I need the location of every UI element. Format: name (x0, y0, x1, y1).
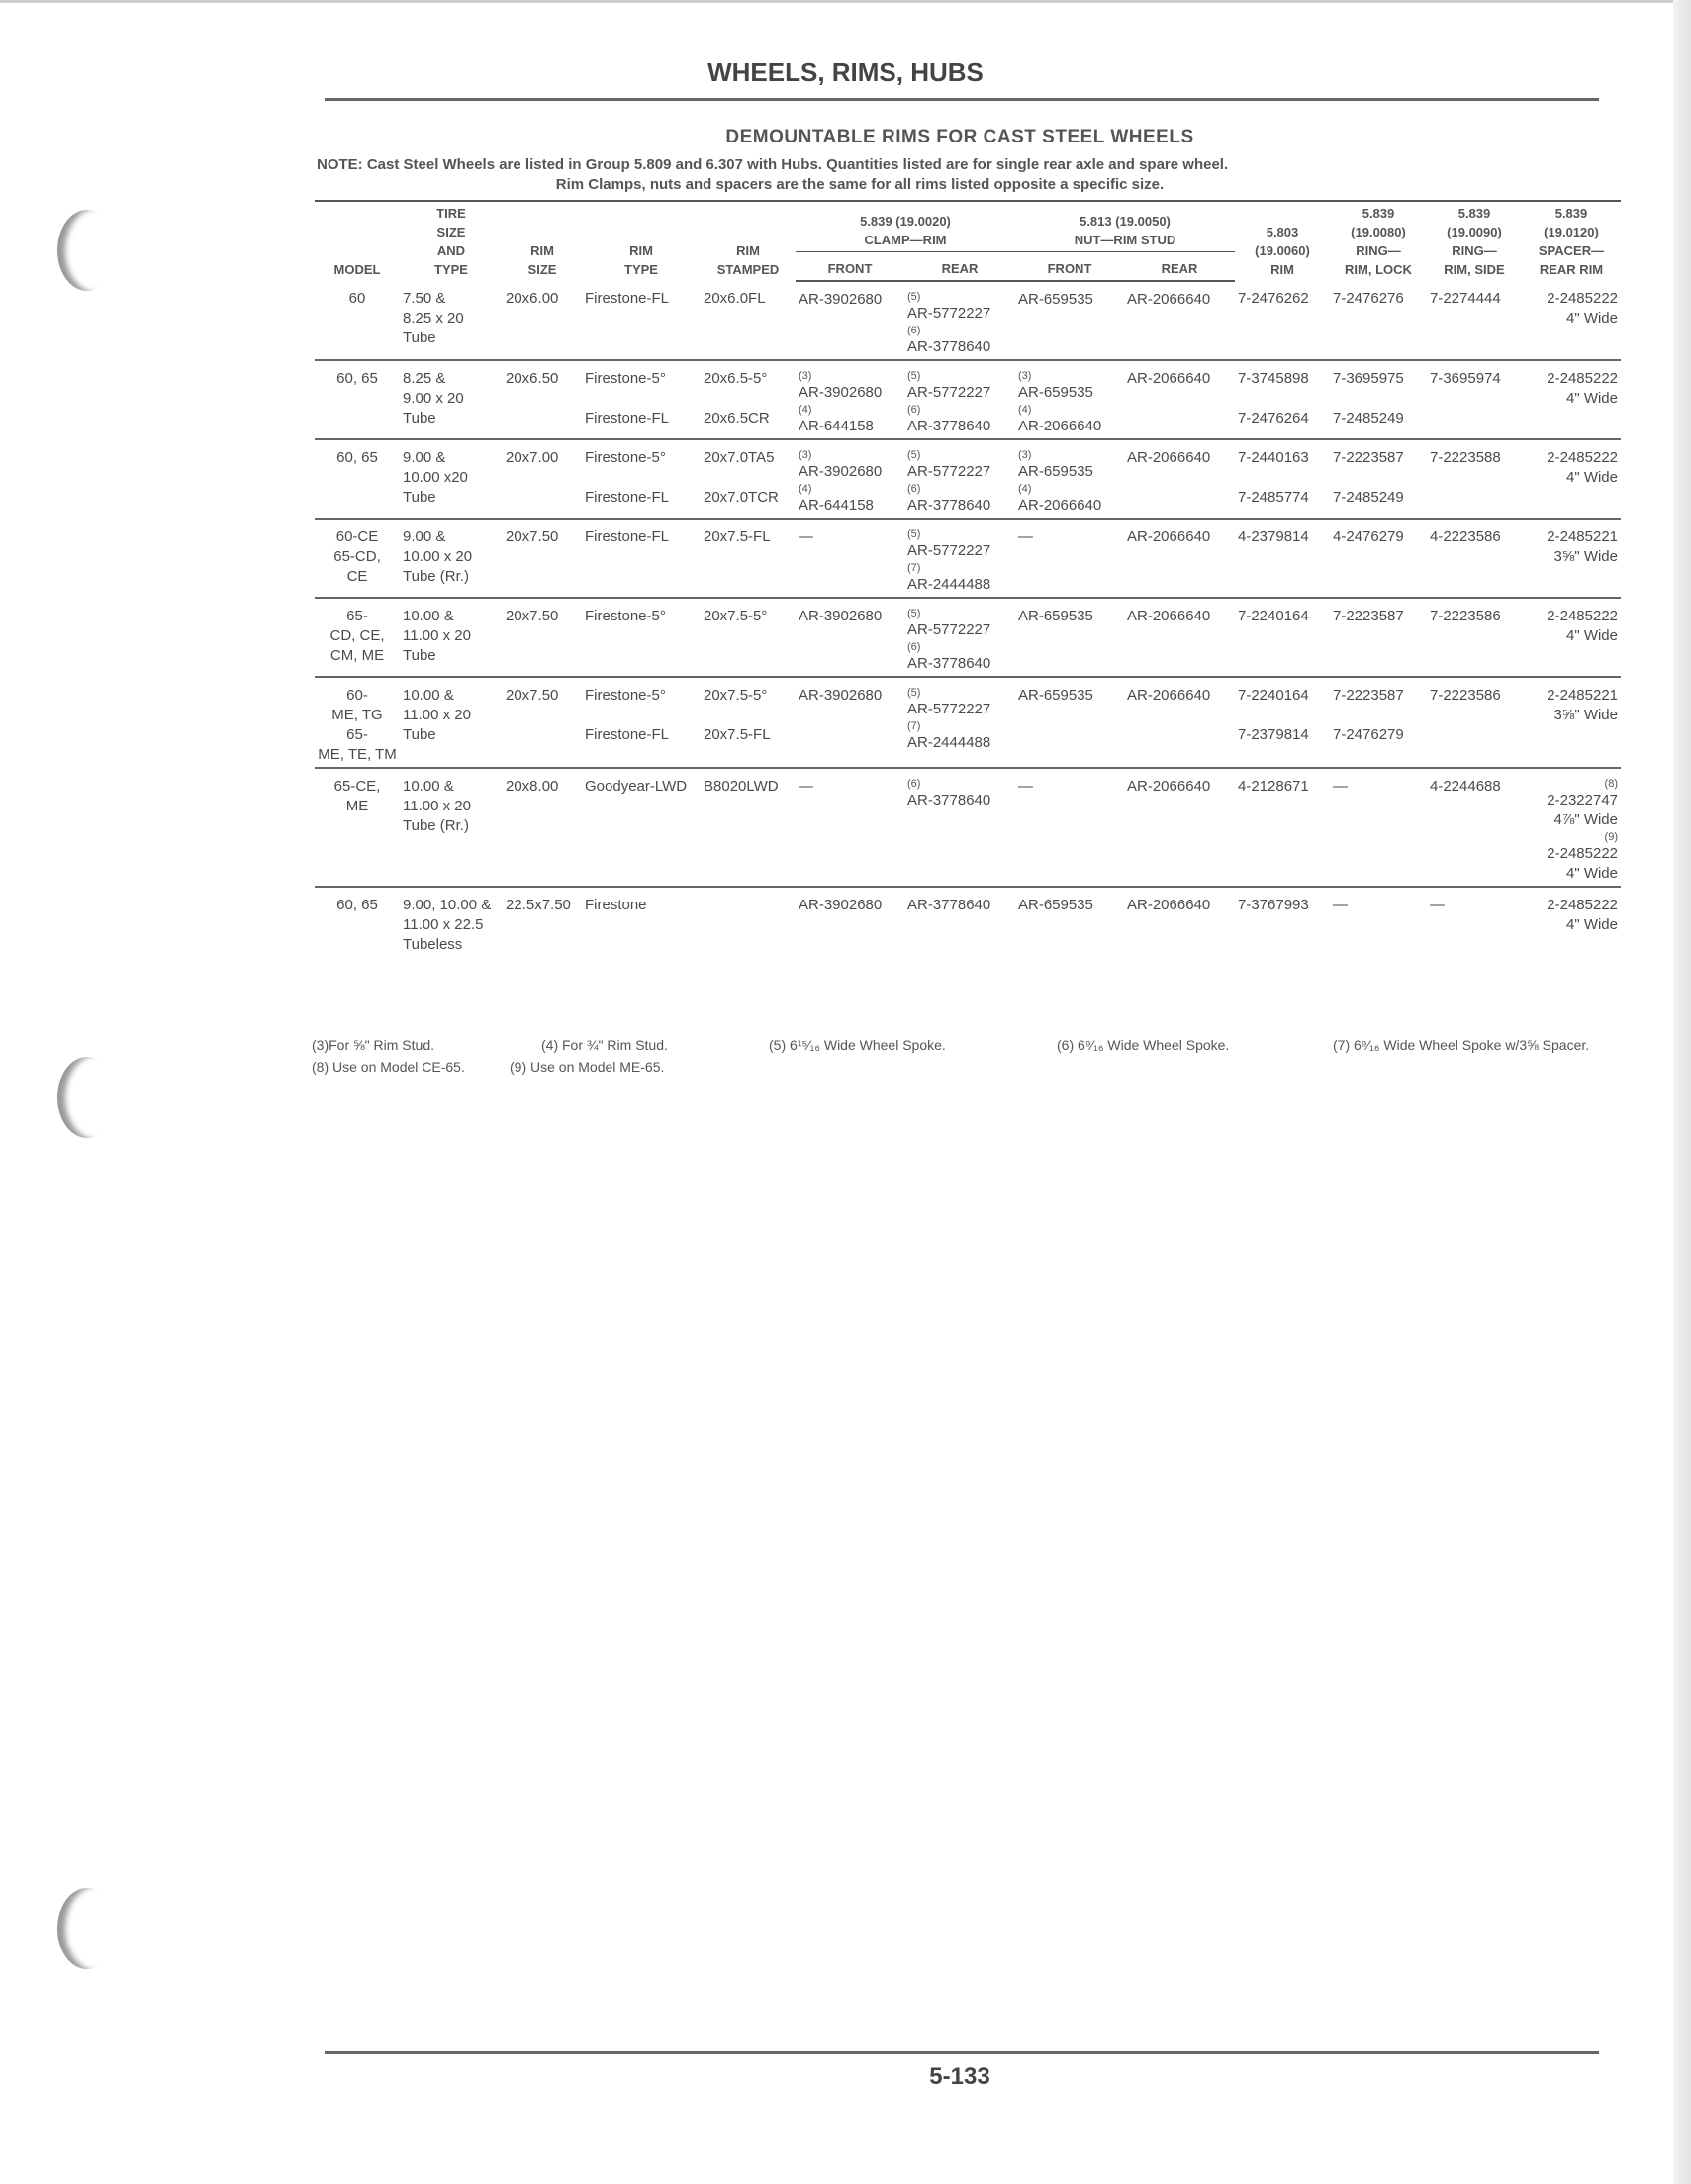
cell-ring-lock: 7-2223587 7-2476279 (1330, 677, 1427, 768)
col-header-ring-lock: 5.839 (19.0080) RING— RIM, LOCK (1330, 201, 1427, 281)
cell-rim: 7-3745898 7-2476264 (1235, 360, 1330, 439)
cell-ring-side: 7-2223586 (1427, 598, 1522, 677)
cell-clamp-front: AR-3902680 (796, 677, 904, 768)
cell-clamp-front: AR-3902680 (796, 598, 904, 677)
cell-model: 60, 65 (315, 360, 400, 439)
col-header-clamp-group: 5.839 (19.0020) CLAMP—RIM (796, 201, 1015, 252)
cell-clamp-rear: (5) AR-5772227 (7) AR-2444488 (904, 677, 1015, 768)
binder-hole-top (57, 210, 117, 291)
footnote-4: (4) For ¾" Rim Stud. (541, 1037, 668, 1053)
cell-rim-size: 20x7.50 (503, 519, 582, 598)
table-row (315, 281, 1621, 360)
footnote-8: (8) Use on Model CE-65. (312, 1059, 465, 1075)
cell-nut-rear: AR-2066640 (1127, 897, 1211, 913)
cell-ring-side: 7-3695974 (1427, 360, 1522, 439)
table-title: DEMOUNTABLE RIMS FOR CAST STEEL WHEELS (725, 127, 1194, 147)
cell-rim-size: 20x7.00 (503, 439, 582, 519)
cell-nut-front: — (1015, 519, 1124, 598)
cell-rim-stamped: 20x7.5-FL (701, 519, 796, 598)
cell-ring-lock: 7-2223587 7-2485249 (1330, 439, 1427, 519)
cell-tire: 10.00 & 11.00 x 20 Tube (400, 598, 503, 677)
cell-model: 65- CD, CE, CM, ME (315, 598, 400, 677)
cell-nut-front: (3) AR-659535 (4) AR-2066640 (1015, 360, 1124, 439)
col-header-nut-group: 5.813 (19.0050) NUT—RIM STUD (1015, 201, 1235, 252)
cell-tire: 7.50 & 8.25 x 20 Tube (400, 281, 503, 360)
cell-spacer: (8) 2-2322747 4⅞" Wide (9) 2-2485222 4" Wide (1522, 768, 1621, 887)
footnotes-line-2 (312, 1059, 1628, 1081)
cell-spacer: 2-2485222 4" Wide (1522, 598, 1621, 677)
cell-rim-type: Goodyear-LWD (582, 768, 701, 887)
page-title: WHEELS, RIMS, HUBS (707, 57, 984, 87)
col-header-clamp-rear: REAR (904, 252, 1015, 281)
cell-nut-front: AR-659535 (1018, 897, 1093, 913)
cell-rim-type: Firestone-5° Firestone-FL (582, 439, 701, 519)
cell-rim-stamped: 20x7.5-5° (701, 598, 796, 677)
cell-rim-stamped: 20x7.0TA5 20x7.0TCR (701, 439, 796, 519)
footnote-5: (5) 6¹⁵⁄₁₆ Wide Wheel Spoke. (769, 1037, 946, 1053)
cell-model: 60 (315, 281, 400, 360)
cell-ring-lock: 7-2476276 (1330, 281, 1427, 360)
cell-ring-side: 4-2223586 (1427, 519, 1522, 598)
cell-clamp-front: AR-3902680 (799, 897, 883, 913)
cell-tire: 9.00 & 10.00 x 20 Tube (Rr.) (400, 519, 503, 598)
note-line-2: Rim Clamps, nuts and spacers are the same for all rims listed opposite a specific size. (555, 176, 1165, 193)
footnote-3: (3)For ⅝" Rim Stud. (312, 1037, 434, 1053)
cell-clamp-front: AR-3902680 (796, 281, 904, 360)
cell-rim-stamped: B8020LWD (701, 768, 796, 887)
cell-clamp-rear: (5) AR-5772227 (6) AR-3778640 (904, 281, 1015, 360)
cell-clamp-rear: AR-3778640 (907, 897, 991, 913)
cell-ring-side: 7-2223588 (1427, 439, 1522, 519)
cell-clamp-front: — (796, 519, 904, 598)
col-header-rim-type: RIM TYPE (582, 201, 701, 281)
cell-clamp-front: (3) AR-3902680 (4) AR-644158 (796, 360, 904, 439)
cell-rim: 7-2440163 7-2485774 (1235, 439, 1330, 519)
cell-tire: 10.00 & 11.00 x 20 Tube (Rr.) (400, 768, 503, 887)
cell-ring-lock: — (1333, 897, 1348, 913)
table-row (315, 439, 1621, 519)
cell-clamp-rear: (5) AR-5772227 (7) AR-2444488 (904, 519, 1015, 598)
cell-rim: 4-2128671 (1235, 768, 1330, 887)
cell-spacer: 2-2485222 4" Wide (1522, 360, 1621, 439)
footnotes-line-1 (312, 1037, 1628, 1059)
footnote-7: (7) 6⁹⁄₁₆ Wide Wheel Spoke w/3⅝ Spacer. (1333, 1037, 1590, 1053)
cell-nut-rear: AR-2066640 (1124, 677, 1235, 768)
cell-rim-type: Firestone-FL (582, 281, 701, 360)
cell-spacer: 2-2485222 4" Wide (1547, 897, 1618, 933)
cell-ring-side: 4-2244688 (1427, 768, 1522, 887)
header-rule (325, 98, 1599, 101)
cell-rim-stamped: 20x6.0FL (701, 281, 796, 360)
cell-spacer: 2-2485222 4" Wide (1522, 281, 1621, 360)
cell-rim-type: Firestone-5° Firestone-FL (582, 360, 701, 439)
col-header-rim-size: RIM SIZE (503, 201, 582, 281)
col-header-rim: 5.803 (19.0060) RIM (1235, 201, 1330, 281)
cell-rim-size: 20x6.00 (503, 281, 582, 360)
cell-model: 60- ME, TG 65- ME, TE, TM (315, 677, 400, 768)
cell-clamp-rear: (6) AR-3778640 (904, 768, 1015, 887)
cell-ring-lock: 7-3695975 7-2485249 (1330, 360, 1427, 439)
page-edge-shadow (1673, 0, 1691, 2184)
cell-rim-size: 22.5x7.50 (506, 897, 571, 913)
cell-ring-side: — (1430, 897, 1445, 913)
col-header-clamp-front: FRONT (796, 252, 904, 281)
rims-table (315, 200, 1621, 957)
cell-model: 60-CE 65-CD, CE (315, 519, 400, 598)
cell-rim-size: 20x6.50 (503, 360, 582, 439)
cell-tire: 8.25 & 9.00 x 20 Tube (400, 360, 503, 439)
cell-model: 65-CE, ME (315, 768, 400, 887)
cell-ring-lock: 7-2223587 (1330, 598, 1427, 677)
cell-nut-rear: AR-2066640 (1124, 360, 1235, 439)
cell-model: 60, 65 (315, 439, 400, 519)
col-header-nut-rear: REAR (1124, 252, 1235, 281)
cell-ring-side: 7-2223586 (1427, 677, 1522, 768)
col-header-nut-front: FRONT (1015, 252, 1124, 281)
footnotes (312, 1037, 1628, 1081)
cell-tire: 10.00 & 11.00 x 20 Tube (400, 677, 503, 768)
footnote-6: (6) 6⁹⁄₁₆ Wide Wheel Spoke. (1057, 1037, 1230, 1053)
cell-rim-stamped: 20x7.5-5° 20x7.5-FL (701, 677, 796, 768)
cell-clamp-front: (3) AR-3902680 (4) AR-644158 (796, 439, 904, 519)
cell-rim-type: Firestone-FL (582, 519, 701, 598)
col-header-spacer: 5.839 (19.0120) SPACER— REAR RIM (1522, 201, 1621, 281)
cell-rim: 7-2240164 7-2379814 (1235, 677, 1330, 768)
note-line-1: NOTE: Cast Steel Wheels are listed in Group 5.809 and 6.307 with Hubs. Quantities listed are for single rear axle and spare wheel. (317, 156, 1229, 173)
cell-nut-front: AR-659535 (1015, 598, 1124, 677)
cell-ring-lock: — (1330, 768, 1427, 887)
cell-nut-front: AR-659535 (1015, 677, 1124, 768)
cell-tire: 9.00, 10.00 & 11.00 x 22.5 Tubeless (403, 897, 492, 953)
cell-model: 60, 65 (336, 897, 378, 913)
cell-nut-front: — (1015, 768, 1124, 887)
cell-nut-front: (3) AR-659535 (4) AR-2066640 (1015, 439, 1124, 519)
cell-nut-rear: AR-2066640 (1124, 768, 1235, 887)
cell-rim-size: 20x8.00 (503, 768, 582, 887)
col-header-model: MODEL (315, 201, 400, 281)
cell-rim: 7-3767993 (1238, 897, 1309, 913)
table-row (315, 519, 1621, 598)
cell-clamp-rear: (5) AR-5772227 (6) AR-3778640 (904, 439, 1015, 519)
cell-nut-rear: AR-2066640 (1124, 519, 1235, 598)
cell-rim: 4-2379814 (1235, 519, 1330, 598)
cell-ring-lock: 4-2476279 (1330, 519, 1427, 598)
cell-rim-type: Firestone-5° Firestone-FL (582, 677, 701, 768)
cell-clamp-rear: (5) AR-5772227 (6) AR-3778640 (904, 360, 1015, 439)
cell-rim-stamped: 20x6.5-5° 20x6.5CR (701, 360, 796, 439)
cell-clamp-rear: (5) AR-5772227 (6) AR-3778640 (904, 598, 1015, 677)
col-header-tire: TIRE SIZE AND TYPE (400, 201, 503, 281)
table-row (315, 677, 1621, 768)
table-row (315, 598, 1621, 677)
cell-nut-rear: AR-2066640 (1124, 439, 1235, 519)
footnote-9: (9) Use on Model ME-65. (510, 1059, 665, 1075)
table-row (315, 887, 1621, 957)
col-header-ring-side: 5.839 (19.0090) RING— RIM, SIDE (1427, 201, 1522, 281)
table-body (315, 281, 1621, 957)
cell-clamp-front: — (796, 768, 904, 887)
col-header-rim-stamped: RIM STAMPED (701, 201, 796, 281)
cell-nut-rear: AR-2066640 (1124, 281, 1235, 360)
page-number: 5-133 (929, 2063, 990, 2090)
cell-nut-front: AR-659535 (1015, 281, 1124, 360)
cell-rim-size: 20x7.50 (503, 598, 582, 677)
cell-rim-size: 20x7.50 (503, 677, 582, 768)
cell-rim: 7-2476262 (1235, 281, 1330, 360)
cell-rim-type: Firestone-5° (582, 598, 701, 677)
footer-rule (325, 2051, 1599, 2054)
table-row (315, 360, 1621, 439)
cell-tire: 9.00 & 10.00 x20 Tube (400, 439, 503, 519)
header-row-top (315, 201, 1621, 252)
cell-ring-side: 7-2274444 (1427, 281, 1522, 360)
binder-hole-middle (57, 1057, 117, 1138)
cell-rim-type: Firestone (585, 897, 647, 913)
cell-rim-stamped (701, 887, 796, 957)
cell-rim: 7-2240164 (1235, 598, 1330, 677)
cell-spacer: 2-2485222 4" Wide (1522, 439, 1621, 519)
cell-nut-rear: AR-2066640 (1124, 598, 1235, 677)
cell-spacer: 2-2485221 3⅝" Wide (1522, 677, 1621, 768)
cell-spacer: 2-2485221 3⅝" Wide (1522, 519, 1621, 598)
binder-hole-bottom (57, 1888, 117, 1969)
table-row (315, 768, 1621, 887)
